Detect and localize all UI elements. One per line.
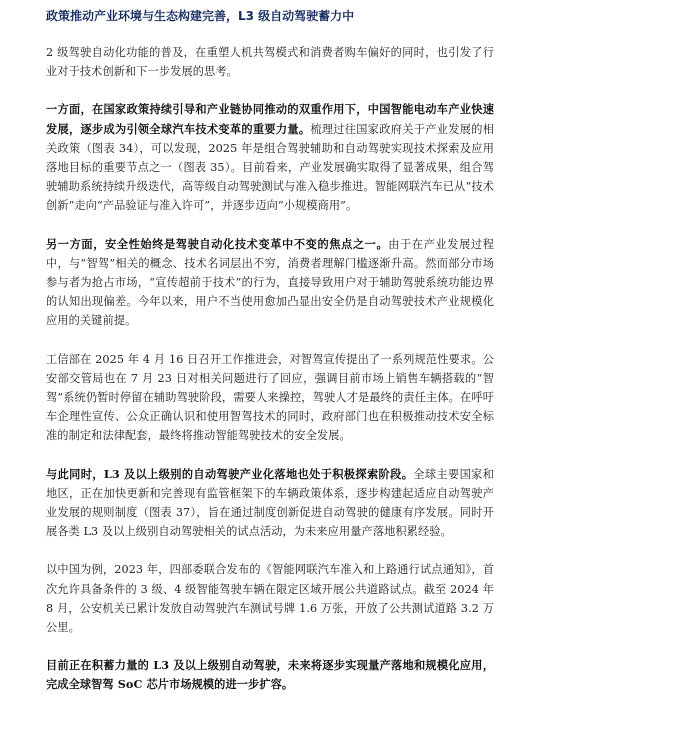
paragraph-5-lead: 与此同时，L3 及以上级别的自动驾驶产业化落地也处于积极探索阶段。 [46,466,414,481]
paragraph-3 [46,235,494,331]
paragraph-2-lead: 一方面，在国家政策持续引导和产业链协同推动的双重作用下，中国智能电动车产业快速发展，逐步成为引领全球汽车技术变革的重要力量。 [46,102,494,136]
paragraph-4 [46,350,494,446]
section-heading: 政策推动产业环境与生态构建完善，L3 级自动驾驶蓄力中 [46,9,355,23]
paragraph-6 [46,560,494,637]
paragraph-4-text: 工信部在 2025 年 4 月 16 日召开工作推进会，对智驾宣传提出了一系列规范性要求。公安部交管局也在 7 月 23 日对相关问题进行了回应，强调目前市场上销售车辆搭载的“智驾”系统仍暂时停留在辅助驾驶阶段，需要人来操控，驾驶人才是最终的责任主体。在呼吁车企理性宣传、公众正确认识和使用智驾技术的同时，政府部门也在积极推动技术安全标准的制定和法律配套，最终将推动智能驾驶技术的安全发展。 [46,352,494,443]
report-page [46,8,494,714]
paragraph-6-text: 以中国为例，2023 年，四部委联合发布的《智能网联汽车准入和上路通行试点通知》，首次允许具备条件的 3 级、4 级智能驾驶车辆在限定区域开展公共道路试点。截至 2024 年 8 月，公安机关已累计发放自动驾驶汽车测试号牌 1.6 万张，开放了公共测试道路 3.2 万公里。 [46,563,494,635]
paragraph-2-text: 梳理过往国家政府关于产业发展的相关政策（图表 34），可以发现，2025 年是组合驾驶辅助和自动驾驶实现技术探索及应用落地目标的重要节点之一（图表 35）。目前看来，产业发展确实取得了显著成果，组合驾驶辅助系统持续升级迭代，高等级自动驾驶测试与准入稳步推进。智能网联汽车已从“技术创新”走向“产品验证与准入许可”，并逐步迈向“小规模商用”。 [46,122,494,213]
paragraph-5 [46,465,494,542]
paragraph-3-lead: 另一方面，安全性始终是驾驶自动化技术变革中不变的焦点之一。 [46,236,389,251]
paragraph-2 [46,100,494,215]
paragraph-5-text: 全球主要国家和地区，正在加快更新和完善现有监管框架下的车辆政策体系，逐步构建起适应自动驾驶产业发展的规则制度（图表 37），旨在通过制度创新促进自动驾驶的健康有序发展。同时开展各类 L3 及以上级别自动驾驶相关的试点活动，为未来应用量产落地积累经验。 [46,467,494,539]
paragraph-3-text: 由于在产业发展过程中，与“智驾”相关的概念、技术名词层出不穷，消费者理解门槛逐渐升高。然而部分市场参与者为抢占市场，“宣传超前于技术”的行为，直接导致用户对于辅助驾驶系统功能边界的认知出现偏差。今年以来，用户不当使用愈加凸显出安全仍是自动驾驶技术产业规模化应用的关键前提。 [46,237,494,328]
paragraph-1-text: 2 级驾驶自动化功能的普及，在重塑人机共驾模式和消费者购车偏好的同时，也引发了行业对于技术创新和下一步发展的思考。 [46,46,494,79]
paragraph-1 [46,43,494,81]
paragraph-7 [46,656,494,694]
paragraph-7-lead: 目前正在积蓄力量的 L3 及以上级别自动驾驶，未来将逐步实现量产落地和规模化应用，完成全球智驾 SoC 芯片市场规模的进一步扩容。 [46,658,494,692]
